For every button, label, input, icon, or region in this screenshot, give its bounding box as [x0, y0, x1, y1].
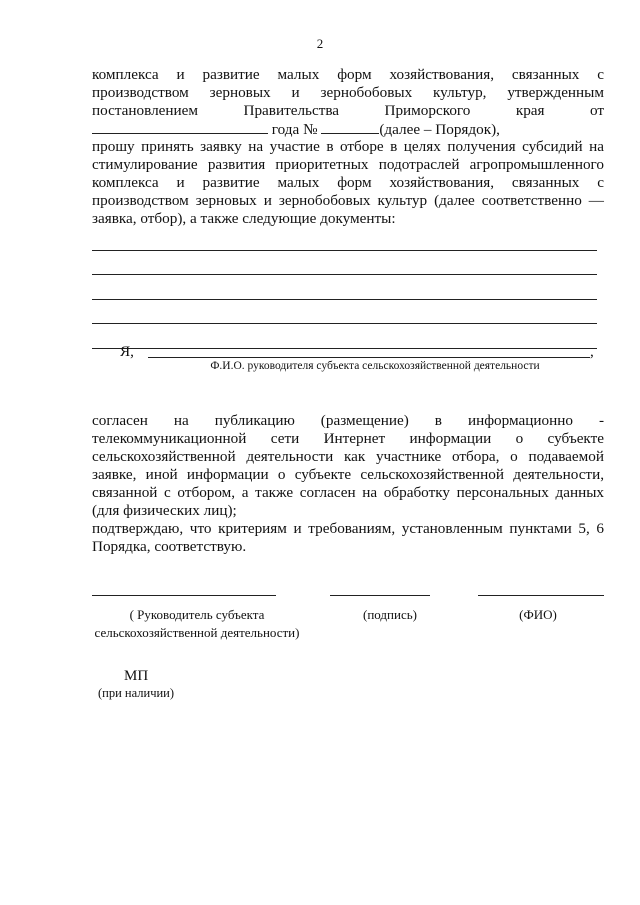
- text-line: заявка, отбор), а также следующие документы:: [92, 210, 396, 227]
- head-caption-line: ( Руководитель субъекта: [129, 607, 265, 622]
- paragraph-consent: [92, 412, 604, 556]
- sign-caption: (подпись): [363, 607, 417, 622]
- number-blank: [321, 120, 379, 134]
- page-number: 2: [316, 36, 324, 51]
- text-line: подтверждаю, что критериям и требованиям, установленным пунктами 5, 6: [92, 520, 604, 537]
- text-line: производством зерновых и зернобобовых культур, утвержденным: [92, 84, 604, 101]
- text-line: постановлением Правительства Приморского края от: [92, 102, 604, 119]
- text-line: комплекса и развитие малых форм хозяйствования, связанных с: [92, 66, 604, 83]
- declaration-caption: Ф.И.О. руководителя субъекта сельскохозяйственной деятельности: [210, 360, 540, 372]
- declaration-prefix: Я,: [120, 343, 134, 360]
- text-line-date-number: [92, 120, 604, 138]
- text-line: согласен на публикацию (размещение) в информационно -: [92, 412, 604, 429]
- text-line: Порядка, соответствую.: [92, 538, 247, 555]
- stamp-note: (при наличии): [98, 686, 175, 700]
- text-line: комплекса и развитие малых форм хозяйствования, связанных с: [92, 174, 604, 191]
- text-line: прошу принять заявку на участие в отборе в целях получения субсидий на: [92, 138, 604, 155]
- paragraph-request: [92, 138, 604, 228]
- stamp-label: МП: [124, 668, 149, 684]
- blank-line: [92, 275, 597, 300]
- text-line: заявке, иной информации о субъекте сельскохозяйственной деятельности,: [92, 466, 604, 483]
- name-signature-line: [478, 595, 604, 596]
- head-signature-line: [92, 595, 276, 596]
- blank-line: [92, 251, 597, 276]
- text-line: связанной с отбором, а также согласен на обработку персональных данных: [92, 484, 604, 501]
- text-fragment: года №: [271, 121, 318, 138]
- text-line: телекоммуникационной сети Интернет информации о субъекте: [92, 430, 604, 447]
- text-line: (для физических лиц);: [92, 502, 237, 519]
- blank-line: [92, 226, 597, 251]
- blank-line: [92, 300, 597, 325]
- text-line: сельскохозяйственной деятельности как участнике отбора, о подаваемой: [92, 448, 604, 465]
- text-line: производством зерновых и зернобобовых культур (далее соответственно —: [92, 192, 604, 209]
- paragraph-procedure-reference: [92, 66, 604, 138]
- documents-blank-lines: [92, 226, 597, 349]
- name-caption: (ФИО): [519, 607, 557, 622]
- text-line: стимулирование развития приоритетных подотраслей агропромышленного: [92, 156, 604, 173]
- declaration-suffix: ,: [590, 343, 594, 360]
- head-caption: [92, 606, 302, 642]
- text-fragment: (далее – Порядок),: [379, 121, 500, 138]
- head-caption-line: сельскохозяйственной деятельности): [94, 625, 300, 640]
- declaration-name-blank: [148, 357, 590, 358]
- sign-signature-line: [330, 595, 430, 596]
- date-blank: [92, 120, 268, 134]
